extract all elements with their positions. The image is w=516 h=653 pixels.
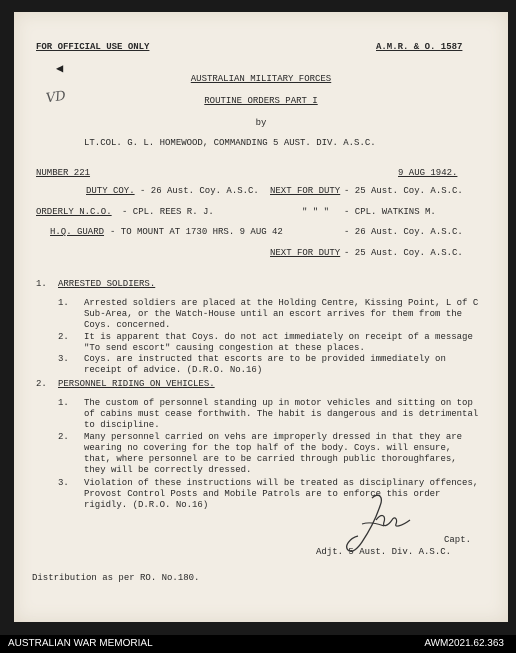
- section-number: 2.: [36, 379, 47, 389]
- duty-coy-value: - 26 Aust. Coy. A.S.C.: [140, 186, 259, 196]
- item-text: Many personnel carried on vehs are improperly dressed in that they are wearing no covering for the top half of the body. Coys. will ensure, that, where personnel are to be carried through public thoroughfares, they will be correctly dressed.: [84, 432, 463, 475]
- handwritten-note: VD: [45, 88, 67, 107]
- duty-coy-label: DUTY COY.: [86, 186, 135, 196]
- order-date: 9 AUG 1942.: [398, 168, 458, 178]
- next-for-duty-label-2: NEXT FOR DUTY: [270, 248, 341, 258]
- hq-guard-label: H.Q. GUARD: [50, 227, 105, 237]
- orderly-nco-next-value: - CPL. WATKINS M.: [344, 207, 436, 217]
- header-classification: FOR OFFICIAL USE ONLY: [36, 42, 150, 52]
- next-for-duty-value-2: - 25 Aust. Coy. A.S.C.: [344, 248, 463, 258]
- item-number: 2.: [58, 432, 69, 442]
- ditto-marks: " " ": [302, 207, 330, 217]
- next-for-duty-label: NEXT FOR DUTY: [270, 186, 341, 196]
- item-number: 2.: [58, 332, 69, 342]
- title-organisation: AUSTRALIAN MILITARY FORCES: [190, 74, 332, 84]
- item-number: 3.: [58, 354, 69, 364]
- signature-appointment: Adjt. 5 Aust. Div. A.S.C.: [316, 547, 452, 557]
- title-orders: ROUTINE ORDERS PART I: [204, 96, 318, 106]
- hq-guard-value: - TO MOUNT AT 1730 HRS. 9 AUG 42: [110, 227, 283, 237]
- item-text: Violation of these instructions will be treated as disciplinary offences, Provost Control Posts and Mobile Patrols are to enforce this order rigidly. (D.R.O. No.16): [84, 478, 479, 510]
- document-page: [14, 12, 508, 622]
- commander-line: LT.COL. G. L. HOMEWOOD, COMMANDING 5 AUST. DIV. A.S.C.: [84, 138, 376, 148]
- order-number: NUMBER 221: [36, 168, 91, 178]
- hq-guard-coy: - 26 Aust. Coy. A.S.C.: [344, 227, 463, 237]
- section-number: 1.: [36, 279, 47, 289]
- next-for-duty-value: - 25 Aust. Coy. A.S.C.: [344, 186, 463, 196]
- footer-accession-number: AWM2021.62.363: [424, 638, 504, 649]
- footer-institution: AUSTRALIAN WAR MEMORIAL: [8, 638, 153, 649]
- orderly-nco-value: - CPL. REES R. J.: [122, 207, 214, 217]
- header-reference: A.M.R. & O. 1587: [376, 42, 463, 52]
- orderly-nco-label: ORDERLY N.C.O.: [36, 207, 112, 217]
- item-text: Arrested soldiers are placed at the Holding Centre, Kissing Point, L of C Sub-Area, or the Watch-House until an escort arrives for them from the Coys. concerned.: [84, 298, 479, 330]
- punch-mark: ◀: [56, 62, 64, 76]
- archive-footer: [0, 635, 516, 653]
- item-number: 1.: [58, 398, 69, 408]
- item-number: 1.: [58, 298, 69, 308]
- signature-rank: Capt.: [444, 535, 472, 545]
- item-number: 3.: [58, 478, 69, 488]
- section-heading: PERSONNEL RIDING ON VEHICLES.: [58, 379, 215, 389]
- item-text: Coys. are instructed that escorts are to be provided immediately on receipt of advice. (D.R.O. No.16): [84, 354, 446, 375]
- distribution-line: Distribution as per RO. No.180.: [32, 573, 200, 583]
- section-heading: ARRESTED SOLDIERS.: [58, 279, 156, 289]
- title-by: by: [255, 118, 267, 128]
- item-text: The custom of personnel standing up in motor vehicles and sitting on top of cabins must cease forthwith. The habit is dangerous and is detrimental to discipline.: [84, 398, 479, 430]
- item-text: It is apparent that Coys. do not act immediately on receipt of a message "To send escort" causing congestion at these places.: [84, 332, 473, 353]
